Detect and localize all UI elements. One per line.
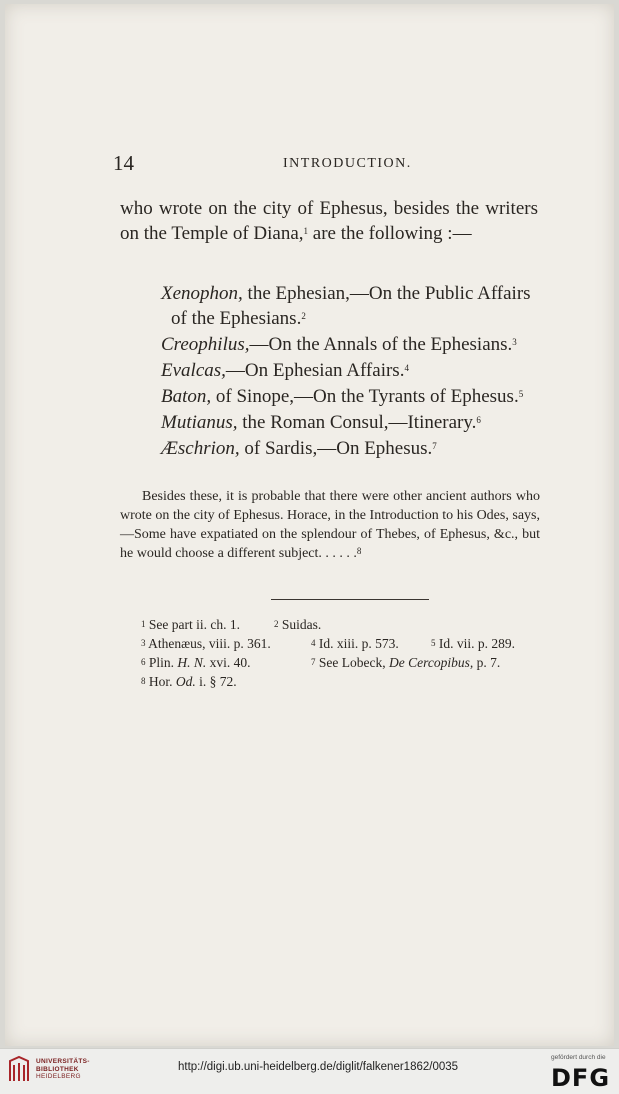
writer-text: of Sardis,—On Ephesus. xyxy=(239,438,433,459)
writer-name: Æschrion, xyxy=(161,438,240,459)
writer-entry xyxy=(161,410,541,435)
writer-text: of Sinope,—On the Tyrants of Ephesus. xyxy=(211,386,519,407)
writer-text: the Roman Consul,—Itinerary. xyxy=(237,412,477,433)
footnote-text: xvi. 40. xyxy=(209,655,251,670)
footnote-italic: Od. xyxy=(175,674,196,689)
footnote xyxy=(141,634,271,653)
footnote-ref: 6 xyxy=(476,415,481,425)
footnote-number: 5 xyxy=(431,638,436,648)
writer-text: —On Ephesian Affairs. xyxy=(225,360,405,381)
footnote xyxy=(431,634,515,653)
footnote-number: 4 xyxy=(311,638,316,648)
writer-name: Evalcas, xyxy=(161,360,226,381)
university-library-logo-icon[interactable] xyxy=(8,1055,30,1083)
writer-name: Xenophon, xyxy=(161,283,243,304)
paragraph-text: Besides these, it is probable that there were other ancient authors who wrote on the city of Ephesus. Horace, in the Introduction to his Odes, says,—Some have expatiated on the splendour of Thebes, of Ephesus, &c., but he would choose a different subject. . . . . . xyxy=(120,489,540,561)
page-header xyxy=(113,151,541,175)
writer-text: —On the Annals of the Ephesians. xyxy=(249,334,513,355)
footnotes xyxy=(141,615,541,691)
intro-text: who wrote on the city of Ephesus, besides the writers on the Temple of Diana, xyxy=(120,198,538,244)
page-number: 14 xyxy=(113,151,134,175)
institution-line: BIBLIOTHEK xyxy=(36,1065,79,1073)
footnote-ref: 1 xyxy=(303,226,309,236)
footnote-ref: 8 xyxy=(356,546,362,556)
writer-entry xyxy=(161,436,541,461)
permalink-url[interactable]: http://digi.ub.uni-heidelberg.de/diglit/falkener1862/0035 xyxy=(178,1061,459,1073)
footnote-text: i. § 72. xyxy=(199,674,237,689)
institution-line: HEIDELBERG xyxy=(36,1073,81,1080)
footnote-number: 2 xyxy=(274,619,279,629)
writers-list xyxy=(161,281,541,462)
footnote-row xyxy=(141,653,541,672)
footnote-text: Athenæus, viii. p. 361. xyxy=(148,636,271,651)
dfg-logo-icon[interactable]: DFG xyxy=(551,1064,611,1092)
writer-name: Mutianus, xyxy=(161,412,238,433)
footnote xyxy=(141,615,240,634)
intro-paragraph xyxy=(120,196,538,246)
footnote-row xyxy=(141,615,541,634)
footnote xyxy=(141,653,251,672)
writer-continuation xyxy=(161,306,541,331)
writer-continuation-text: of the Ephesians. xyxy=(171,308,302,329)
footnote-number: 6 xyxy=(141,657,146,667)
writer-name: Baton, xyxy=(161,386,212,407)
footnote-ref: 2 xyxy=(301,311,306,321)
footnote-text: Id. vii. p. 289. xyxy=(438,636,515,651)
footnote xyxy=(311,634,399,653)
footnote-row xyxy=(141,634,541,653)
running-head: INTRODUCTION. xyxy=(283,156,412,171)
footnote-text: See Lobeck, xyxy=(318,655,386,670)
footnote-number: 3 xyxy=(141,638,146,648)
footnote xyxy=(274,615,321,634)
footnote-divider xyxy=(271,599,429,600)
intro-tail: are the following :— xyxy=(308,223,472,244)
footnote-ref: 4 xyxy=(404,363,409,373)
footnote-number: 7 xyxy=(311,657,316,667)
footnote-italic: De Cercopibus, xyxy=(388,655,474,670)
footnote-text: p. 7. xyxy=(476,655,501,670)
footnote-ref: 5 xyxy=(518,389,524,399)
writer-text: the Ephesian,—On the Public Affairs xyxy=(242,283,531,304)
footnote-ref: 7 xyxy=(432,441,437,451)
footnote-text: Hor. xyxy=(148,674,173,689)
footnote-row xyxy=(141,672,541,691)
small-paragraph xyxy=(120,487,540,563)
writer-entry xyxy=(161,358,541,383)
writer-entry xyxy=(161,332,541,357)
footnote-italic: H. N. xyxy=(177,655,207,670)
footnote-text: See part ii. ch. 1. xyxy=(148,617,240,632)
viewer-footer xyxy=(0,1048,619,1094)
writer-entry xyxy=(161,384,541,409)
sponsor-label: gefördert durch die xyxy=(551,1054,606,1061)
writer-name: Creophilus, xyxy=(161,334,250,355)
footnote-text: Id. xiii. p. 573. xyxy=(318,636,399,651)
institution-line: UNIVERSITÄTS- xyxy=(36,1058,90,1065)
footnote xyxy=(141,672,237,691)
footnote-number: 1 xyxy=(141,619,146,629)
footnote xyxy=(311,653,500,672)
institution-name[interactable] xyxy=(36,1058,90,1081)
footnote-ref: 3 xyxy=(512,337,517,347)
footnote-number: 8 xyxy=(141,676,146,686)
writer-entry xyxy=(161,281,541,331)
footnote-text: Suidas. xyxy=(281,617,322,632)
footnote-text: Plin. xyxy=(148,655,175,670)
